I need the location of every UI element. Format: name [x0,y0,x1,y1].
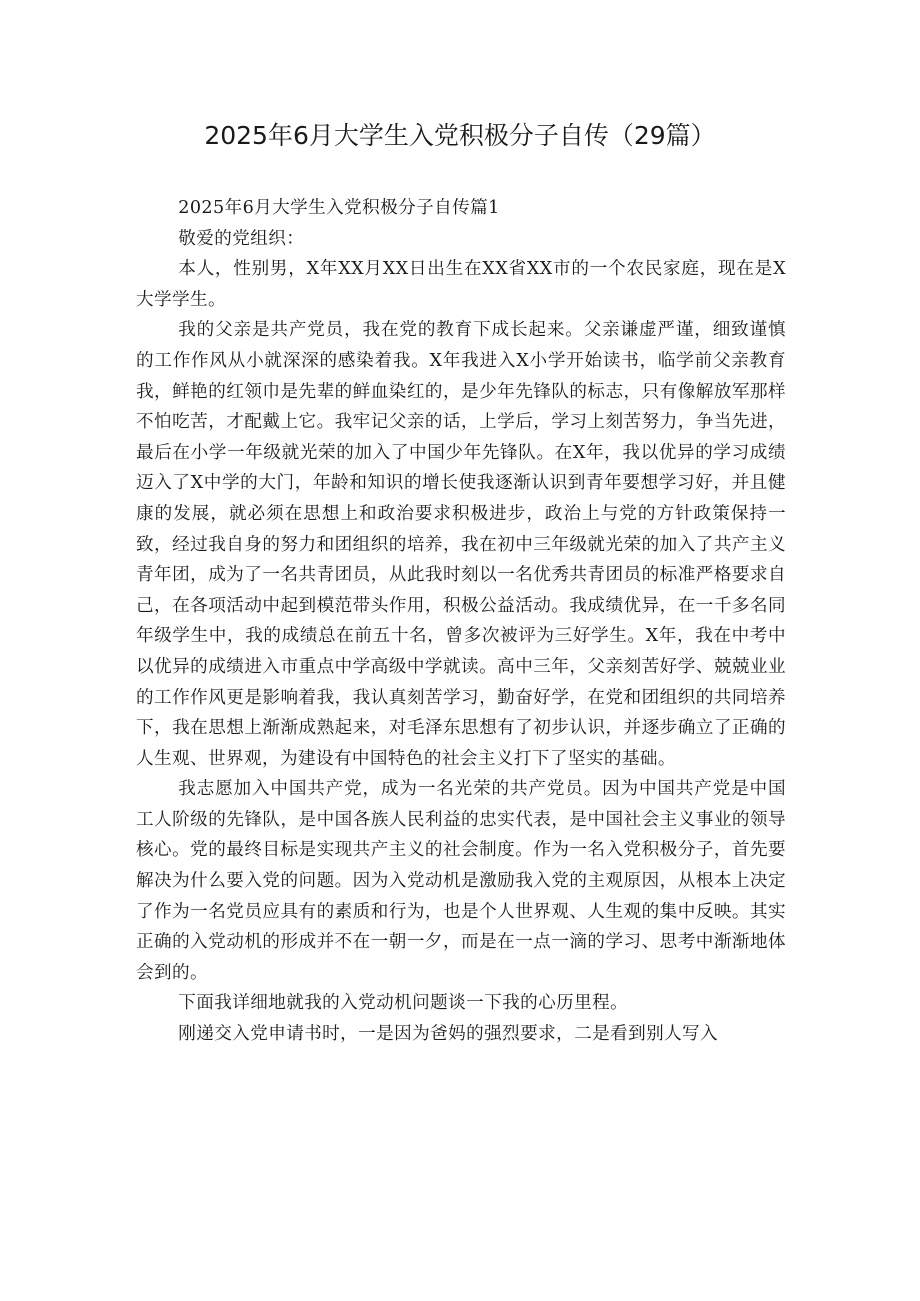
section-heading: 2025年6月大学生入党积极分子自传篇1 [178,198,500,218]
document-body [136,193,786,1050]
body-paragraph: 本人，性别男，X年XX月XX日出生在XX省XX市的一个农民家庭，现在是X大学学生。 [136,259,786,310]
salutation: 敬爱的党组织： [178,228,305,249]
body-paragraph: 我的父亲是共产党员，我在党的教育下成长起来。父亲谦虚严谨，细致谨慎的工作作风从小就深深的感染着我。X年我进入X小学开始读书，临学前父亲教育我，鲜艳的红领巾是先辈的鲜血染红的，是少年先锋队的标志，只有像解放军那样不怕吃苦，才配戴上它。我牢记父亲的话，上学后，学习上刻苦努力，争当先进，最后在小学一年级就光荣的加入了中国少年先锋队。在X年，我以优异的学习成绩迈入了X中学的大门，年龄和知识的增长使我逐渐认识到青年要想学习好，并且健康的发展，就必须在思想上和政治要求积极进步，政治上与党的方针政策保持一致，经过我自身的努力和团组织的培养，我在初中三年级就光荣的加入了共产主义青年团，成为了一名共青团员，从此我时刻以一名优秀共青团员的标准严格要求自己，在各项活动中起到模范带头作用，积极公益活动。我成绩优异，在一千多名同年级学生中，我的成绩总在前五十名，曾多次被评为三好学生。X年，我在中考中以优异的成绩进入市重点中学高级中学就读。高中三年，父亲刻苦好学、兢兢业业的工作作风更是影响着我，我认真刻苦学习，勤奋好学，在党和团组织的共同培养下，我在思想上渐渐成熟起来，对毛泽东思想有了初步认识，并逐步确立了正确的人生观、世界观，为建设有中国特色的社会主义打下了坚实的基础。 [136,320,786,769]
document-title: 2025年6月大学生入党积极分子自传（29篇） [204,121,716,150]
body-paragraph: 刚递交入党申请书时，一是因为爸妈的强烈要求，二是看到别人写入 [178,1024,719,1045]
body-paragraph: 下面我详细地就我的入党动机问题谈一下我的心历里程。 [178,993,629,1014]
body-paragraph: 我志愿加入中国共产党，成为一名光荣的共产党员。因为中国共产党是中国工人阶级的先锋队，是中国各族人民利益的忠实代表，是中国社会主义事业的领导核心。党的最终目标是实现共产主义的社会制度。作为一名入党积极分子，首先要解决为什么要入党的问题。因为入党动机是激励我入党的主观原因，从根本上决定了作为一名党员应具有的素质和行为，也是个人世界观、人生观的集中反映。其实正确的入党动机的形成并不在一朝一夕，而是在一点一滴的学习、思考中渐渐地体会到的。 [136,779,786,983]
